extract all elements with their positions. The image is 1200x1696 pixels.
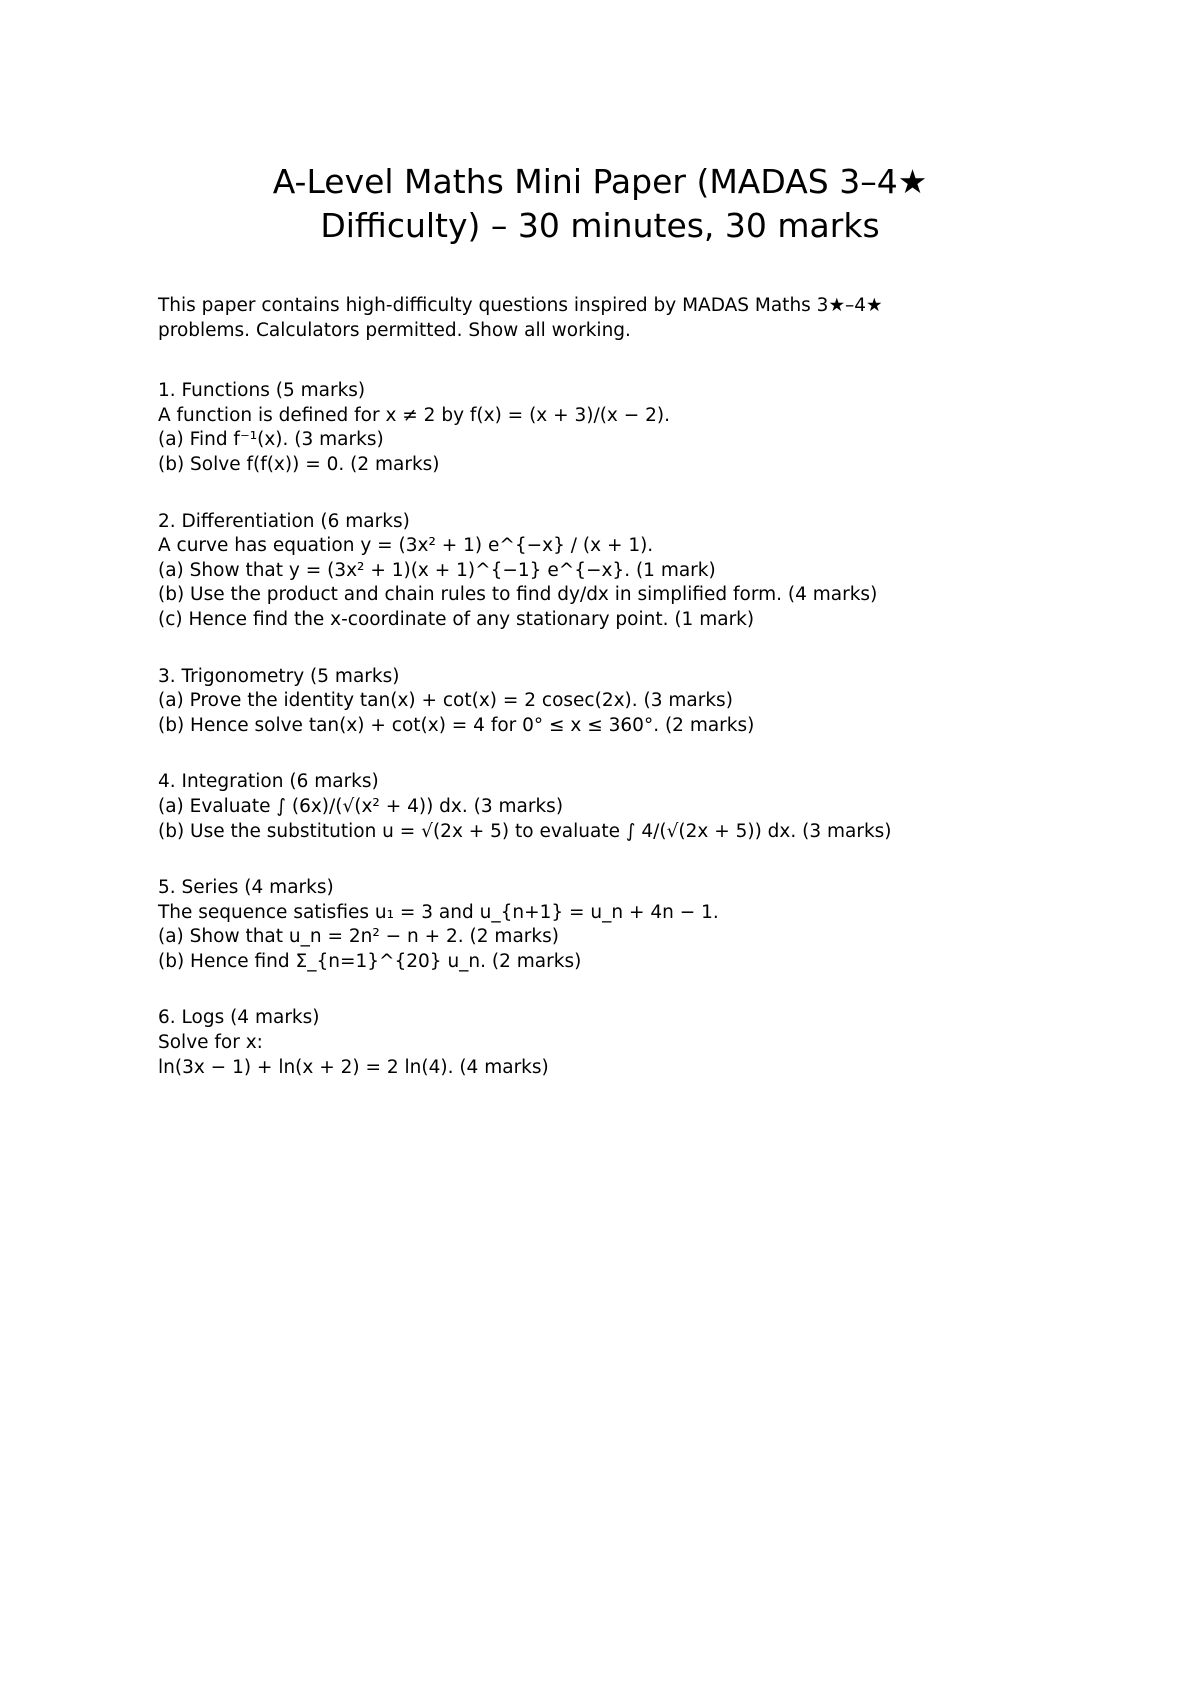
- question-functions: [158, 379, 1058, 477]
- question-heading: 5. Series (4 marks): [158, 877, 334, 899]
- question-part: (b) Use the substitution u = √(2x + 5) to evaluate ∫ 4/(√(2x + 5)) dx. (3 marks): [158, 820, 892, 842]
- question-line: ln(3x − 1) + ln(x + 2) = 2 ln(4). (4 marks): [158, 1056, 549, 1078]
- question-part: (b) Solve f(f(x)) = 0. (2 marks): [158, 453, 440, 475]
- intro-paragraph: [158, 294, 1058, 343]
- intro-line-1: This paper contains high-difficulty questions inspired by MADAS Maths 3★–4★: [158, 295, 883, 316]
- question-heading: 6. Logs (4 marks): [158, 1007, 320, 1029]
- question-part: (a) Evaluate ∫ (6x)/(√(x² + 4)) dx. (3 marks): [158, 795, 564, 817]
- title-line-1: A-Level Maths Mini Paper (MADAS 3–4★: [272, 162, 928, 201]
- question-part: (a) Prove the identity tan(x) + cot(x) = 2 cosec(2x). (3 marks): [158, 690, 733, 712]
- question-part: (a) Show that y = (3x² + 1)(x + 1)^{−1} e^{−x}. (1 mark): [158, 559, 716, 581]
- intro-line-2: problems. Calculators permitted. Show all working.: [158, 319, 631, 341]
- question-line: A function is defined for x ≠ 2 by f(x) = (x + 3)/(x − 2).: [158, 404, 671, 426]
- question-series: [158, 876, 1058, 974]
- question-part: (c) Hence find the x-coordinate of any stationary point. (1 mark): [158, 608, 755, 630]
- question-differentiation: [158, 510, 1058, 633]
- question-part: (b) Use the product and chain rules to find dy/dx in simplified form. (4 marks): [158, 584, 878, 606]
- question-line: The sequence satisfies u₁ = 3 and u_{n+1} = u_n + 4n − 1.: [158, 901, 719, 923]
- question-integration: [158, 770, 1058, 844]
- question-line: Solve for x:: [158, 1032, 263, 1054]
- question-line: A curve has equation y = (3x² + 1) e^{−x} / (x + 1).: [158, 535, 654, 557]
- paper-body: [158, 294, 1058, 1112]
- question-heading: 1. Functions (5 marks): [158, 380, 366, 402]
- question-part: (b) Hence find Σ_{n=1}^{20} u_n. (2 marks): [158, 950, 582, 972]
- title-line-2: Difficulty) – 30 minutes, 30 marks: [320, 206, 880, 245]
- question-logs: [158, 1006, 1058, 1080]
- question-trigonometry: [158, 665, 1058, 739]
- question-part: (b) Hence solve tan(x) + cot(x) = 4 for 0° ≤ x ≤ 360°. (2 marks): [158, 714, 755, 736]
- question-heading: 2. Differentiation (6 marks): [158, 510, 410, 532]
- question-heading: 3. Trigonometry (5 marks): [158, 665, 400, 687]
- question-part: (a) Show that u_n = 2n² − n + 2. (2 marks): [158, 926, 559, 948]
- question-part: (a) Find f⁻¹(x). (3 marks): [158, 429, 384, 451]
- page-title: [150, 160, 1050, 248]
- question-heading: 4. Integration (6 marks): [158, 771, 379, 793]
